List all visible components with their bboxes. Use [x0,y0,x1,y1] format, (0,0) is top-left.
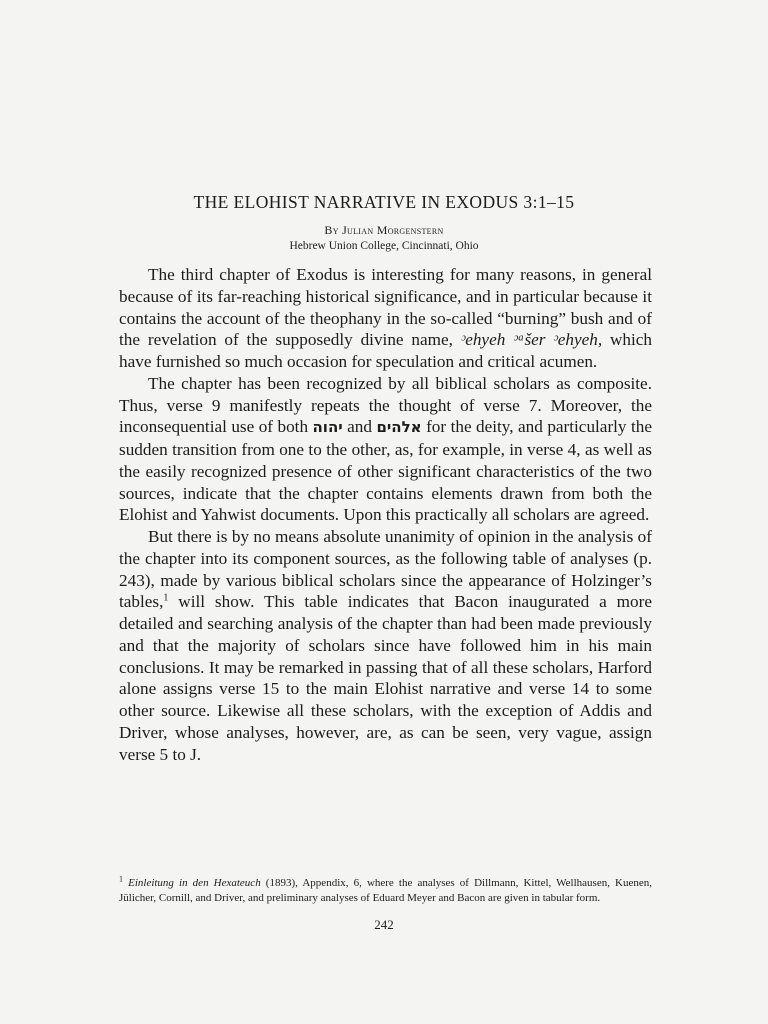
paragraph-1-text-b: which have furnished so much occasion for speculation and critical acumen. [119,330,652,371]
paragraph-2 [119,373,652,526]
author-byline: By Julian Morgenstern [324,223,444,237]
paragraph-1 [119,264,652,373]
divine-name-transliteration: ᵓehyeh ᵓᵃšer ᵓehyeh, [460,330,603,350]
page-number: 242 [374,917,394,932]
paragraph-2-text-b: for the deity, and particularly the sudden transition from one to the other, as, for example, in verse 4, as well as the easily recognized presence of other significant characteristics of the two sources, indicate that the chapter contains elements drawn from both the Elohist and Yahwist documents. Upon this practically all scholars are agreed. [119,417,652,525]
author-affiliation: Hebrew Union College, Cincinnati, Ohio [289,240,479,252]
paragraph-3-text-b: will show. This table indicates that Bacon inaugurated a more detailed and searching analysis of the chapter than had been made previously and that the majority of scholars since have followed him in his main conclusions. It may be remarked in passing that of all these scholars, Harford alone assigns verse 15 to the main Elohist narrative and verse 14 to some other source. Likewise all these scholars, with the exception of Addis and Driver, whose analyses, however, are, as can be seen, very vague, assign verse 5 to J. [119,592,652,764]
footnote-book-title: Einleitung in den Hexateuch [128,877,261,889]
hebrew-yhwh: יהוה [312,418,343,437]
footnote-reference: 1 [163,592,169,604]
paragraph-2-text-a: The chapter has been recognized by all biblical scholars as composite. Thus, verse 9 manifestly repeats the thought of verse 7. Moreover, the inconsequential use of both [119,373,652,437]
article-title: THE ELOHIST NARRATIVE IN EXODUS 3:1–15 [193,192,575,212]
paragraph-2-text-mid: and [342,417,377,437]
footnote [119,876,652,905]
footnote-marker: 1 [119,874,123,884]
paragraph-3 [119,526,652,765]
hebrew-elohim: אלהים [376,418,422,437]
paragraph-1-text-a: The third chapter of Exodus is interesting for many reasons, in general because of its far-reaching historical significance, and in particular because it contains the account of the theophany in the so-called “burning” bush and of the revelation of the supposedly divine name, [119,265,652,350]
paragraph-3-text-a: But there is by no means absolute unanimity of opinion in the analysis of the chapter into its component sources, as the following table of analyses (p. 243), made by various biblical scholars since the appearance of Holzinger’s tables, [119,527,652,612]
article-body [119,264,652,765]
footnote-text: (1893), Appendix, 6, where the analyses of Dillmann, Kittel, Wellhausen, Kuenen, Jülicher, Cornill, and Driver, and preliminary analyses of Eduard Meyer and Bacon are given in tabular form. [119,877,653,904]
